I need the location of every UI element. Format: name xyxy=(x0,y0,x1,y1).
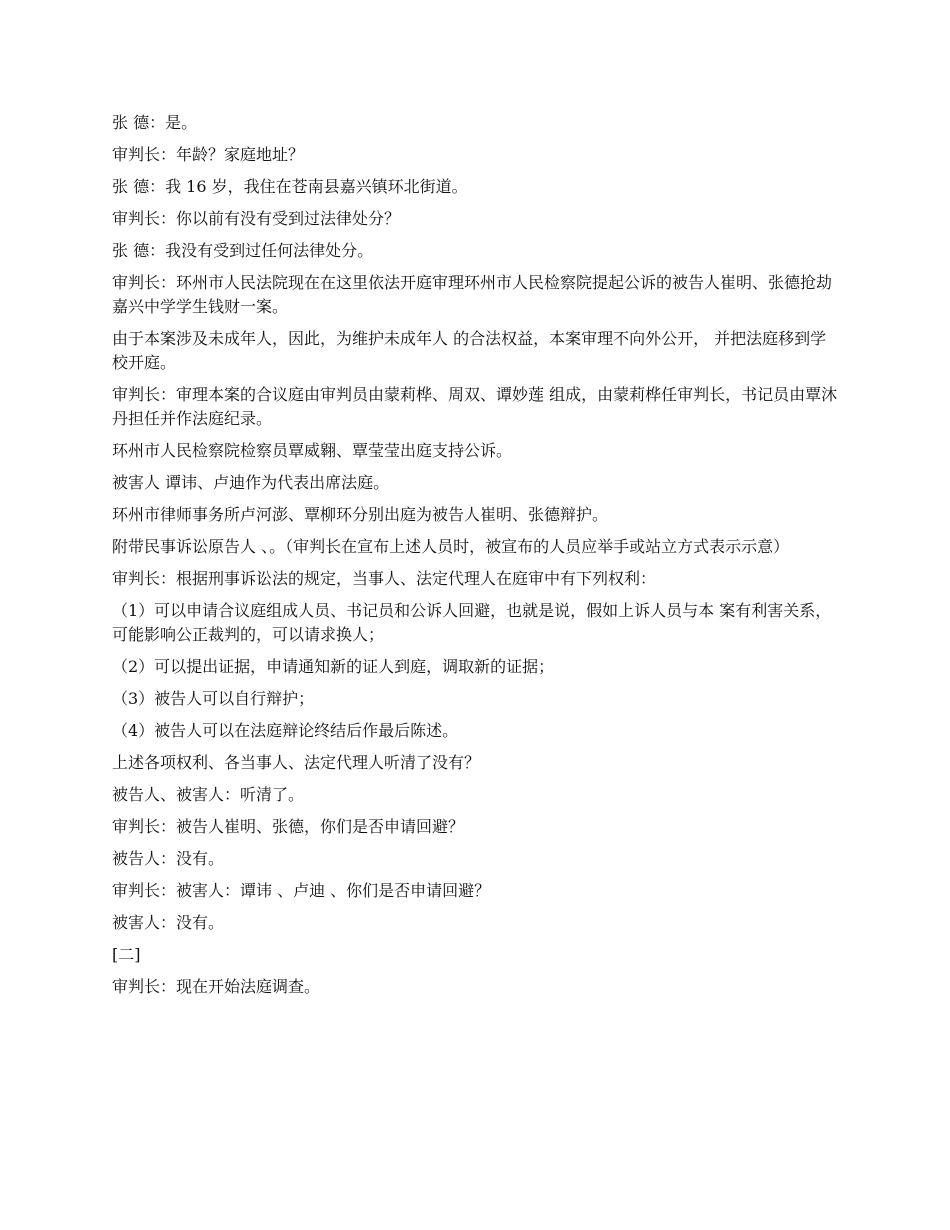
paragraph-15: （2）可以提出证据，申请通知新的证人到庭，调取新的证据； xyxy=(112,657,555,676)
paragraph-16: （3）被告人可以自行辩护； xyxy=(112,689,315,708)
paragraph-5: 张 德：我没有受到过任何法律处分。 xyxy=(112,241,374,260)
paragraph-18: 上述各项权利、各当事人、法定代理人听清了没有？ xyxy=(112,753,481,772)
paragraph-2: 审判长：年龄？家庭地址？ xyxy=(112,145,305,164)
paragraph-12: 附带民事诉讼原告人 、。（审判长在宣布上述人员时，被宣布的人员应举手或站立方式表示示意） xyxy=(112,537,790,556)
paragraph-14: （1）可以申请合议庭组成人员、书记员和公诉人回避，也就是说，假如上诉人员与本 案有利害关系，可能影响公正裁判的，可以请求换人； xyxy=(112,601,832,644)
paragraph-25: 审判长：现在开始法庭调查。 xyxy=(112,977,321,996)
paragraph-19: 被告人、被害人：听清了。 xyxy=(112,785,305,804)
paragraph-17: （4）被告人可以在法庭辩论终结后作最后陈述。 xyxy=(112,721,459,740)
paragraph-23: 被害人：没有。 xyxy=(112,913,225,932)
paragraph-22: 审判长：被害人：谭讳 、卢迪 、你们是否申请回避？ xyxy=(112,881,491,900)
paragraph-3: 张 德：我 16 岁，我住在苍南县嘉兴镇环北街道。 xyxy=(112,177,468,196)
paragraph-6: 审判长：环州市人民法院现在在这里依法开庭审理环州市人民检察院提起公诉的被告人崔明、张德抢劫嘉兴中学学生钱财一案。 xyxy=(112,273,833,316)
section-marker: [二] xyxy=(112,945,141,964)
paragraph-11: 环州市律师事务所卢河澎、覃柳环分别出庭为被告人崔明、张德辩护。 xyxy=(112,505,609,524)
paragraph-9: 环州市人民检察院检察员覃威翱、覃莹莹出庭支持公诉。 xyxy=(112,441,513,460)
paragraph-20: 审判长：被告人崔明、张德，你们是否申请回避？ xyxy=(112,817,465,836)
paragraph-10: 被害人 谭讳、卢迪作为代表出席法庭。 xyxy=(112,473,390,492)
paragraph-8: 审判长：审理本案的合议庭由审判员由蒙莉桦、周双、谭妙莲 组成，由蒙莉桦任审判长，书记员由覃沐丹担任并作法庭纪录。 xyxy=(112,385,838,428)
paragraph-1: 张 德：是。 xyxy=(112,113,198,132)
paragraph-7: 由于本案涉及未成年人，因此，为维护未成年人 的合法权益，本案审理不向外公开， 并把法庭移到学校开庭。 xyxy=(112,329,827,372)
paragraph-4: 审判长：你以前有没有受到过法律处分？ xyxy=(112,209,401,228)
paragraph-21: 被告人：没有。 xyxy=(112,849,225,868)
paragraph-13: 审判长：根据刑事诉讼法的规定，当事人、法定代理人在庭审中有下列权利： xyxy=(112,569,657,588)
